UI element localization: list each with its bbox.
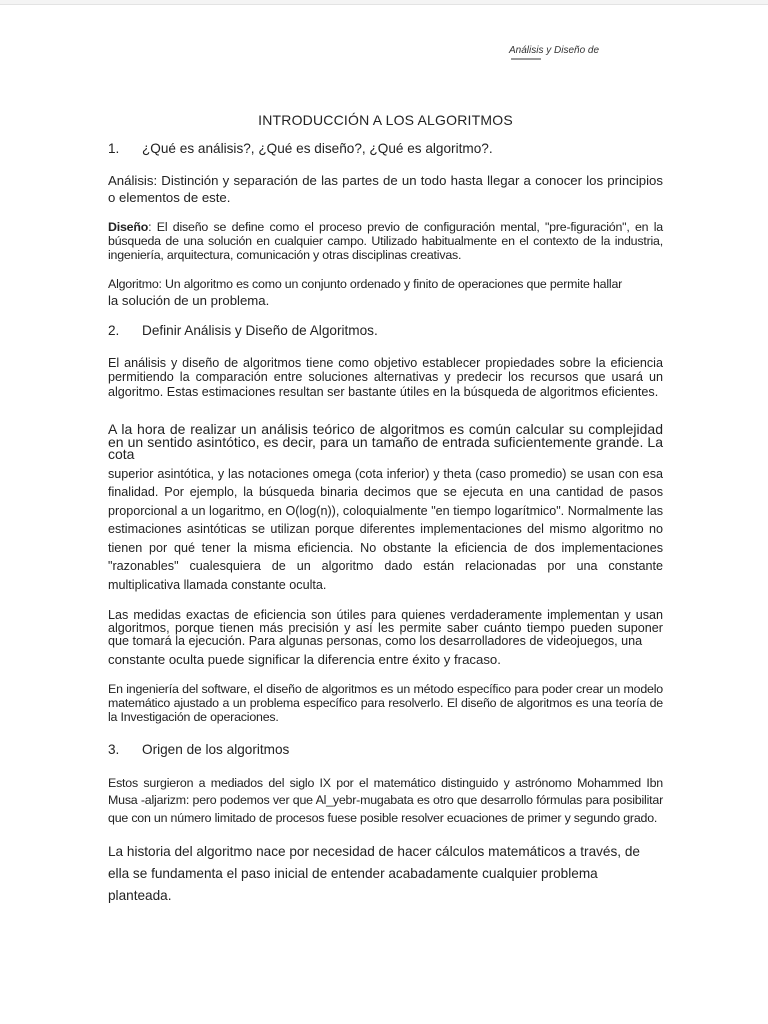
section-heading-2 bbox=[108, 323, 663, 340]
section-number: 2. bbox=[108, 323, 120, 338]
paragraph-complejidad-a: A la hora de realizar un análisis teórico de algoritmos es común calcular su complejidad en un sentido asintótico, es decir, para un tamaño de entrada suficientemente grande. La cota bbox=[108, 421, 663, 462]
definition-diseno: : El diseño se define como el proceso previo de configuración mental, "pre-figuración", en la búsqueda de una solución en cualquier campo. Utilizado habitualmente en el contexto de la industria, ingeniería, arquitectura, comunicación y otras disciplinas creativas. bbox=[108, 220, 663, 262]
paragraph-algoritmo bbox=[108, 276, 663, 309]
paragraph-origen: Estos surgieron a mediados del siglo IX por el matemático distinguido y astrónomo Mohammed Ibn Musa -aljarizm: pero podemos ver que Al_yebr-mugabata es otro que desarrollo fórmulas para posibilitar que con un número limitado de procesos fuese posible resolver ecuaciones de primer y segundo grado. bbox=[108, 775, 663, 825]
paragraph-analisis: Análisis: Distinción y separación de las partes de un todo hasta llegar a conocer los principios o elementos de este. bbox=[108, 173, 663, 205]
algoritmo-line-2: la solución de un problema. bbox=[108, 292, 270, 308]
algoritmo-line-1: Algoritmo: Un algoritmo es como un conjunto ordenado y finito de operaciones que permite hallar bbox=[108, 277, 623, 291]
paragraph-ingenieria: En ingeniería del software, el diseño de algoritmos es un método específico para poder crear un modelo matemático ajustado a un problema específico para resolverlo. El diseño de algoritmos es una teoría de la Investigación de operaciones. bbox=[108, 682, 663, 725]
page-top-edge bbox=[0, 0, 768, 5]
paragraph-analisis-diseno: El análisis y diseño de algoritmos tiene como objetivo establecer propiedades sobre la eficiencia permitiendo la comparación entre soluciones alternativas y predecir los recursos que usará un algoritmo. Estas estimaciones resultan ser bastante útiles en la búsqueda de algoritmos eficientes. bbox=[108, 355, 663, 399]
term-diseno: Diseño bbox=[108, 220, 149, 234]
section-heading-text: Definir Análisis y Diseño de Algoritmos. bbox=[142, 323, 378, 338]
section-heading-text: ¿Qué es análisis?, ¿Qué es diseño?, ¿Qué es algoritmo?. bbox=[142, 140, 493, 156]
section-heading-text: Origen de los algoritmos bbox=[142, 742, 290, 758]
section-heading-1 bbox=[108, 141, 663, 158]
section-number: 1. bbox=[108, 140, 120, 156]
document-title: INTRODUCCIÓN A LOS ALGORITMOS bbox=[258, 112, 513, 128]
running-header: Análisis y Diseño de bbox=[509, 45, 600, 56]
paragraph-diseno bbox=[108, 220, 663, 262]
paragraph-medidas-a: Las medidas exactas de eficiencia son útiles para quienes verdaderamente implementan y usan algoritmos, porque tienen más precisión y así les permite saber cuánto tiempo pueden suponer que tomará la ejecución. Para algunas personas, como los desarrolladores de videojuegos, una bbox=[108, 607, 663, 648]
document-body bbox=[108, 112, 663, 921]
paragraph-historia: La historia del algoritmo nace por necesidad de hacer cálculos matemáticos a través, de ella se fundamenta el paso inicial de entender acabadamente cualquier problema planteada. bbox=[108, 844, 640, 904]
section-number: 3. bbox=[108, 742, 120, 758]
paragraph-complejidad-b: superior asintótica, y las notaciones omega (cota inferior) y theta (caso promedio) se usan con esa finalidad. Por ejemplo, la búsqueda binaria decimos que se ejecuta en una cantidad de pasos proporcional a un logaritmo, en O(log(n)), coloquialmente "en tiempo logarítmico". Normalmente las estimaciones asintóticas se utilizan porque diferentes implementaciones del mismo algoritmo no tienen por qué tener la misma eficiencia. No obstante la eficiencia de dos implementaciones "razonables" cualesquiera de un algoritmo dado están relacionadas por una constante multiplicativa llamada constante oculta. bbox=[108, 466, 663, 593]
paragraph-medidas-b: constante oculta puede significar la diferencia entre éxito y fracaso. bbox=[108, 651, 501, 667]
section-heading-3 bbox=[108, 742, 663, 759]
running-header-clipped-line bbox=[509, 58, 619, 63]
